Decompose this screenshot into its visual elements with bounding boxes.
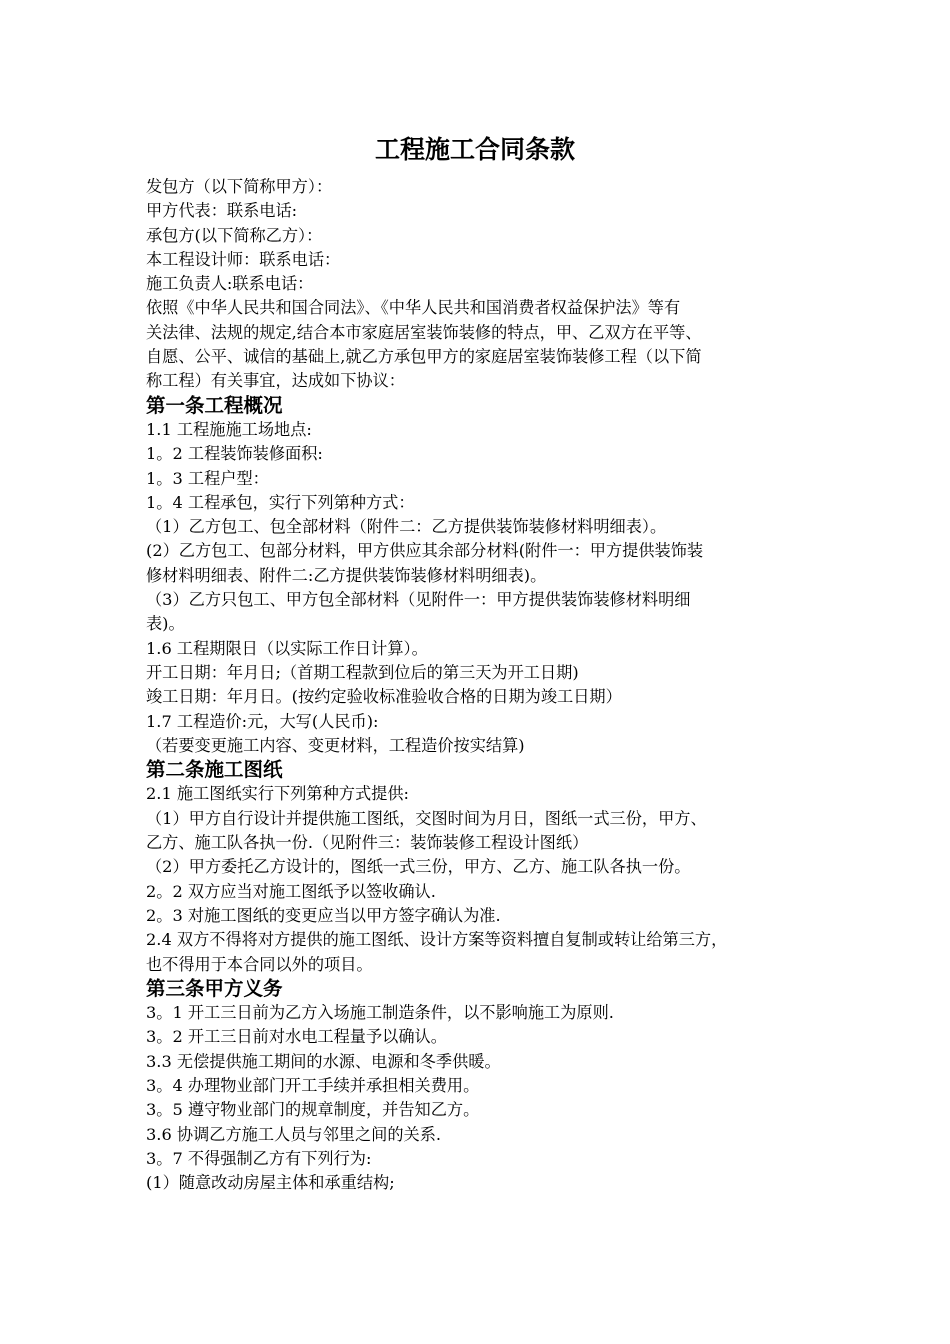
text-line: 发包方（以下简称甲方）：	[146, 177, 333, 196]
text-line: 1.1 工程施施工场地点:	[146, 419, 312, 439]
text-line: 表)。	[146, 614, 185, 634]
document-body	[146, 175, 826, 1195]
text-line: 自愿、公平、诚信的基础上,就乙方承包甲方的家庭居室装饰装修工程（以下简	[146, 347, 702, 367]
text-line: (1）随意改动房屋主体和承重结构;	[146, 1173, 395, 1193]
text-line: （3）乙方只包工、甲方包全部材料（见附件一：甲方提供装饰装修材料明细	[146, 590, 691, 610]
text-line: 1。4 工程承包，实行下列第种方式：	[146, 492, 415, 512]
text-line: 3.3 无偿提供施工期间的水源、电源和冬季供暖。	[146, 1051, 501, 1071]
document-title: 工程施工合同条款	[374, 135, 575, 164]
text-line: 1。2 工程装饰装修面积:	[146, 444, 323, 464]
text-line: 2.4 双方不得将对方提供的施工图纸、设计方案等资料擅自复制或转让给第三方，	[146, 930, 728, 950]
text-line: 3。2 开工三日前对水电工程量予以确认。	[146, 1027, 447, 1047]
text-line: 施工负责人:联系电话：	[146, 274, 314, 294]
text-line: 承包方(以下简称乙方）：	[146, 225, 323, 245]
text-line: （2）甲方委托乙方设计的，图纸一式三份，甲方、乙方、施工队各执一份。	[146, 857, 691, 877]
text-line: （1）甲方自行设计并提供施工图纸，交图时间为月日，图纸一式三份，甲方、	[146, 808, 707, 828]
text-line: 依照《中华人民共和国合同法》、《中华人民共和国消费者权益保护法》等有	[146, 298, 681, 318]
section-heading: 第二条施工图纸	[146, 758, 283, 782]
text-line: 关法律、法规的规定,结合本市家庭居室装饰装修的特点，甲、乙双方在平等、	[146, 322, 702, 342]
text-line: （若要变更施工内容、变更材料，工程造价按实结算)	[146, 735, 525, 755]
text-line: 3。5 遵守物业部门的规章制度，并告知乙方。	[146, 1100, 480, 1120]
text-line: (2）乙方包工、包部分材料，甲方供应其余部分材料(附件一：甲方提供装饰装	[146, 541, 704, 561]
text-line: 2。3 对施工图纸的变更应当以甲方签字确认为准.	[146, 905, 501, 925]
text-line: 竣工日期：年月日。(按约定验收标准验收合格的日期为竣工日期）	[146, 687, 622, 707]
text-line: 修材料明细表、附件二:乙方提供装饰装修材料明细表)。	[146, 565, 547, 585]
section-heading: 第三条甲方义务	[146, 976, 283, 1000]
section-heading: 第一条工程概况	[146, 393, 283, 417]
text-line: 2.1 施工图纸实行下列第种方式提供:	[146, 784, 409, 804]
text-line: 1.6 工程期限日（以实际工作日计算）。	[146, 638, 428, 658]
text-line: 3。7 不得强制乙方有下列行为:	[146, 1148, 372, 1168]
text-line: 本工程设计师：联系电话：	[146, 249, 341, 269]
text-line: 乙方、施工队各执一份.（见附件三：装饰装修工程设计图纸）	[146, 833, 589, 853]
text-line: 也不得用于本合同以外的项目。	[146, 954, 373, 974]
text-line: 2。2 双方应当对施工图纸予以签收确认.	[146, 881, 436, 901]
text-line: 1。3 工程户型：	[146, 468, 269, 488]
text-line: 称工程）有关事宜，达成如下协议：	[146, 371, 405, 391]
text-line: 3.6 协调乙方施工人员与邻里之间的关系.	[146, 1124, 442, 1144]
text-line: （1）乙方包工、包全部材料（附件二：乙方提供装饰装修材料明细表）。	[146, 517, 667, 537]
text-line: 3。1 开工三日前为乙方入场施工制造条件，以不影响施工为原则.	[146, 1003, 614, 1023]
text-line: 3。4 办理物业部门开工手续并承担相关费用。	[146, 1075, 480, 1095]
text-line: 1.7 工程造价:元，大写(人民币):	[146, 711, 379, 731]
text-line: 甲方代表：联系电话:	[146, 201, 298, 221]
text-line: 开工日期：年月日;（首期工程款到位后的第三天为开工日期)	[146, 662, 579, 682]
